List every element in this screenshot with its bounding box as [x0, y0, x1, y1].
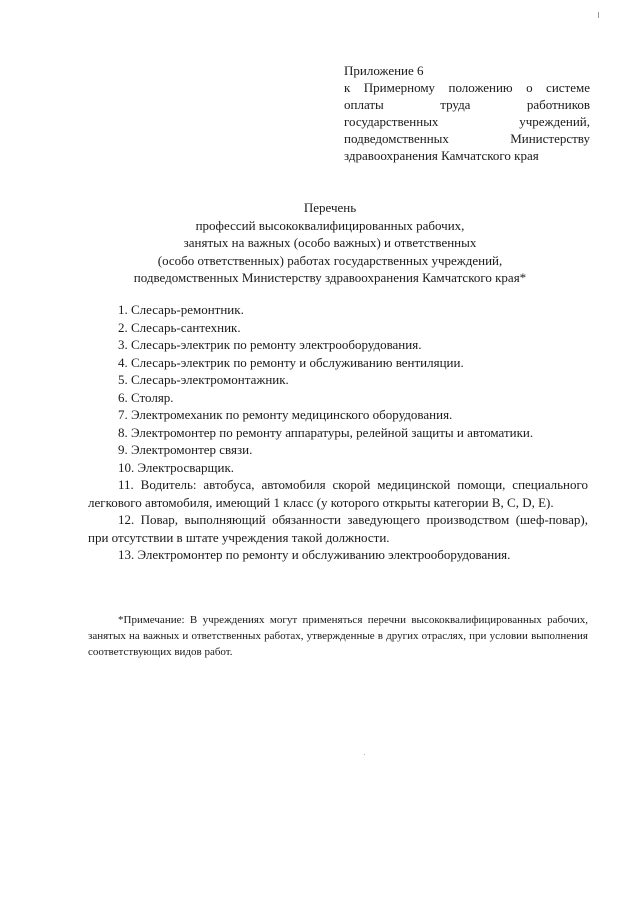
list-item: 12. Повар, выполняющий обязанности заведующего производством (шеф-повар), при отсутствии в штате учреждения такой должности. [88, 512, 588, 545]
appendix-header [344, 62, 590, 164]
list-item: 13. Электромонтер по ремонту и обслуживанию электрооборудования. [118, 547, 511, 562]
document-title [90, 199, 570, 287]
list-item: 1. Слесарь-ремонтник. [118, 302, 244, 317]
list-item: 10. Электросварщик. [118, 459, 235, 475]
list-item: 9. Электромонтер связи. [118, 442, 253, 457]
footnote: *Примечание: В учреждениях могут применяться перечни высококвалифицированных рабочих, занятых на важных и ответственных работах, утвержденные в других отраслях, при условии выполнения соответствующих видов работ. [88, 614, 588, 658]
scan-mark [598, 12, 599, 18]
list-item: 2. Слесарь-сантехник. [118, 319, 241, 335]
appendix-line: здравоохранения Камчатского края [344, 148, 539, 163]
title-line: (особо ответственных) работах государственных учреждений, [157, 252, 503, 268]
list-item: 5. Слесарь-электромонтажник. [118, 372, 289, 387]
profession-list [88, 301, 588, 564]
list-item: 3. Слесарь-электрик по ремонту электрооборудования. [118, 337, 422, 352]
appendix-line: оплаты труда работников [344, 97, 590, 112]
list-item: 11. Водитель: автобуса, автомобиля скорой медицинской помощи, специального легкового автомобиля, имеющий 1 класс (у которого открыты категории B, C, D, E). [88, 477, 588, 510]
appendix-line: государственных учреждений, [344, 114, 590, 129]
appendix-line: подведомственных Министерству [344, 131, 590, 146]
list-item: 6. Столяр. [118, 389, 174, 405]
scan-speck [364, 754, 365, 755]
title-heading: Перечень [303, 200, 357, 215]
title-line: профессий высококвалифицированных рабочих, [195, 217, 465, 233]
appendix-line: к Примерному положению о системе [344, 80, 590, 95]
list-item: 8. Электромонтер по ремонту аппаратуры, релейной защиты и автоматики. [118, 424, 534, 440]
title-line: занятых на важных (особо важных) и ответственных [183, 235, 477, 250]
list-item: 4. Слесарь-электрик по ремонту и обслуживанию вентиляции. [118, 354, 464, 370]
appendix-line: Приложение 6 [344, 63, 424, 78]
title-line: подведомственных Министерству здравоохранения Камчатского края* [133, 270, 527, 285]
list-item: 7. Электромеханик по ремонту медицинского оборудования. [118, 407, 453, 422]
